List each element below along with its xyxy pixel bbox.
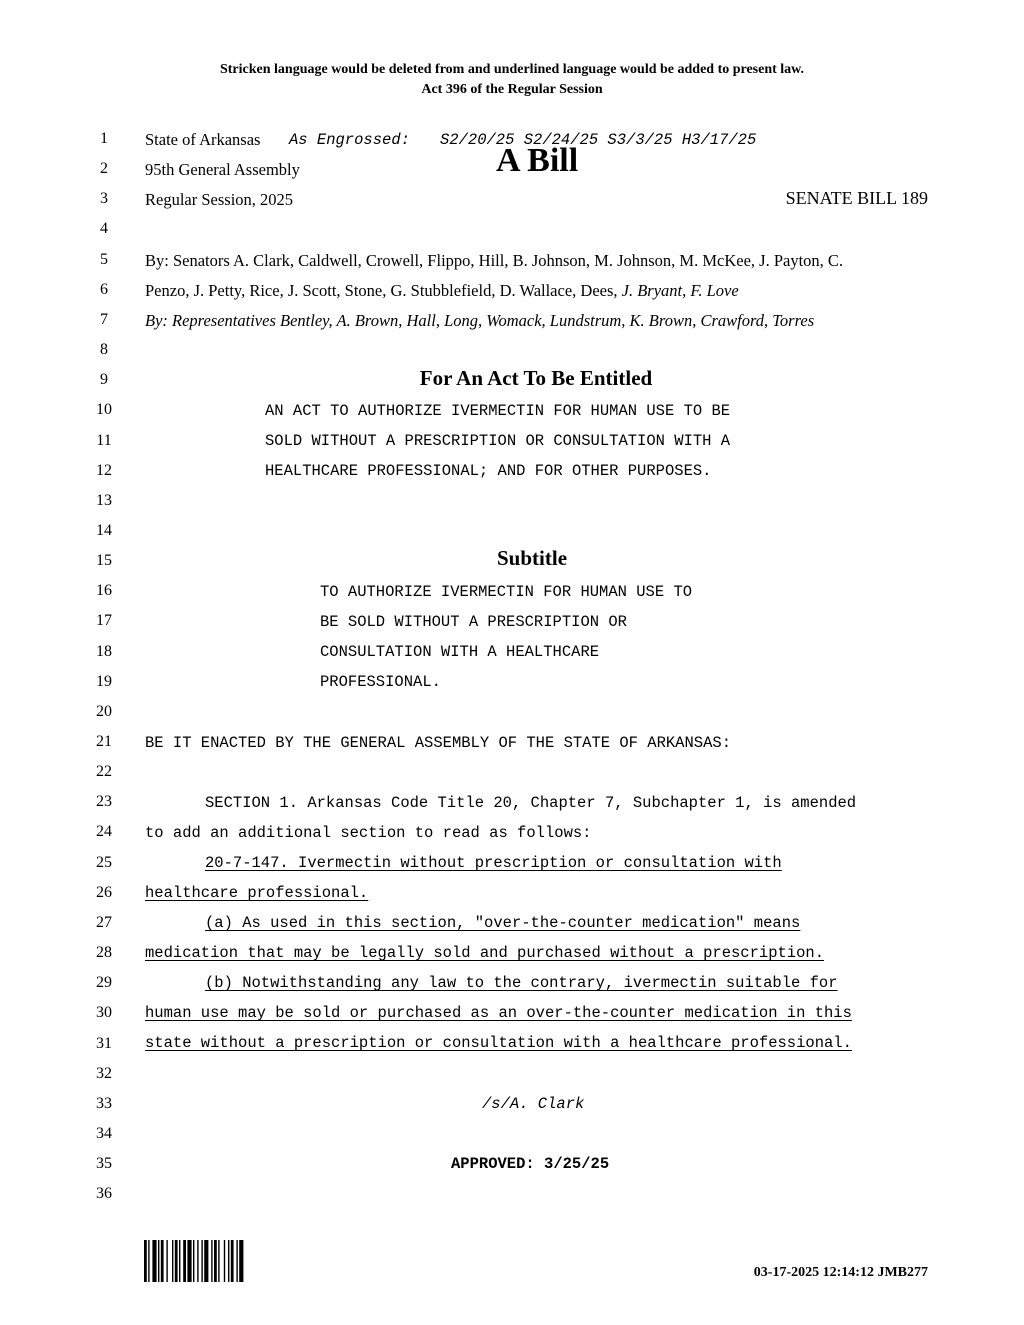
code-section-heading-continued: healthcare professional. — [145, 884, 369, 902]
engrossed-label: As Engrossed: — [289, 131, 410, 149]
house-sponsors-italic: J. Bryant, F. Love — [621, 281, 739, 300]
barcode-bar — [201, 1240, 202, 1282]
subtitle-heading: Subtitle — [497, 546, 568, 570]
barcode-bar — [148, 1240, 149, 1282]
barcode-bar — [239, 1240, 243, 1282]
line-number: 9 — [100, 371, 108, 389]
line-number: 17 — [96, 612, 112, 630]
subsection-b-continued: human use may be sold or purchased as an over-the-counter medication in this — [145, 1004, 852, 1022]
line-number: 1 — [100, 130, 108, 147]
line-number: 26 — [96, 883, 112, 901]
session: Regular Session, 2025 — [145, 190, 294, 209]
line-number: 4 — [100, 220, 108, 238]
line-number: 6 — [100, 280, 108, 298]
line-number: 11 — [96, 431, 112, 449]
barcode-bar — [204, 1240, 208, 1282]
act-number: Act 396 of the Regular Session — [421, 82, 603, 97]
code-section-heading: 20-7-147. Ivermectin without prescription or consultation with — [205, 854, 782, 872]
subtitle-line: TO AUTHORIZE IVERMECTIN FOR HUMAN USE TO — [320, 583, 693, 601]
barcode-bar — [218, 1240, 219, 1282]
barcode-bar — [144, 1240, 147, 1282]
line-number: 10 — [96, 401, 112, 419]
line-number: 24 — [96, 823, 112, 841]
barcode-bar — [166, 1240, 167, 1282]
signature: /s/A. Clark — [482, 1095, 585, 1113]
subsection-a-continued: medication that may be legally sold and purchased without a prescription. — [145, 944, 825, 962]
enacting-clause: BE IT ENACTED BY THE GENERAL ASSEMBLY OF THE STATE OF ARKANSAS: — [145, 734, 731, 752]
barcode-bar — [211, 1240, 212, 1282]
general-assembly: 95th General Assembly — [145, 160, 300, 179]
line-number: 35 — [96, 1155, 112, 1173]
subtitle-line: BE SOLD WITHOUT A PRESCRIPTION OR — [320, 613, 627, 631]
line-number: 7 — [100, 310, 108, 328]
line-number: 22 — [96, 763, 112, 781]
line-number: 32 — [96, 1064, 112, 1082]
subtitle-line: CONSULTATION WITH A HEALTHCARE — [320, 643, 600, 661]
barcode-bar — [224, 1240, 225, 1282]
doc-type-title: A Bill — [496, 142, 579, 179]
barcode-bar — [214, 1240, 217, 1282]
barcode-bar — [179, 1240, 180, 1282]
line-number: 18 — [96, 642, 112, 660]
approval-date: APPROVED: 3/25/25 — [451, 1155, 610, 1173]
line-number: 15 — [96, 552, 112, 570]
section-1-text-continued: to add an additional section to read as follows: — [145, 824, 592, 842]
subsection-b: (b) Notwithstanding any law to the contrary, ivermectin suitable for — [205, 974, 838, 992]
title-heading: For An Act To Be Entitled — [419, 366, 653, 390]
header-notice: Stricken language would be deleted from and underlined language would be added to present law. — [219, 62, 805, 77]
line-number: 16 — [96, 582, 112, 600]
line-number: 33 — [96, 1094, 112, 1112]
line-number: 8 — [100, 341, 108, 359]
subsection-a: (a) As used in this section, "over-the-counter medication" means — [205, 914, 801, 932]
barcode-bar — [236, 1240, 237, 1282]
footer-timestamp: 03-17-2025 12:14:12 JMB277 — [753, 1265, 928, 1280]
barcode-bar — [197, 1240, 198, 1282]
barcode-bar — [228, 1240, 229, 1282]
line-number: 27 — [96, 913, 112, 931]
title-line: AN ACT TO AUTHORIZE IVERMECTIN FOR HUMAN USE TO BE — [265, 402, 731, 420]
barcode — [144, 1240, 274, 1282]
barcode-bar — [161, 1240, 164, 1282]
line-number: 19 — [96, 672, 112, 690]
line-number: 14 — [96, 521, 112, 539]
barcode-bar — [183, 1240, 186, 1282]
line-number: 30 — [96, 1004, 112, 1022]
title-line: SOLD WITHOUT A PRESCRIPTION OR CONSULTATION WITH A — [265, 432, 731, 450]
senate-sponsors-roman: Penzo, J. Petty, Rice, J. Scott, Stone, G. Stubblefield, D. Wallace, Dees, — [145, 281, 622, 300]
line-number: 2 — [100, 160, 108, 178]
barcode-bar — [231, 1240, 234, 1282]
line-number: 25 — [96, 853, 112, 871]
senate-sponsors: By: Senators A. Clark, Caldwell, Crowell, Flippo, Hill, B. Johnson, M. Johnson, M. McKee, J. Payton, C. — [145, 251, 844, 270]
barcode-bar — [152, 1240, 156, 1282]
line-number: 3 — [100, 190, 108, 208]
barcode-bar — [193, 1240, 194, 1282]
bill-number: SENATE BILL 189 — [785, 188, 928, 208]
barcode-bar — [158, 1240, 159, 1282]
line-number: 23 — [96, 793, 112, 811]
line-number: 34 — [96, 1124, 112, 1142]
barcode-bar — [187, 1240, 191, 1282]
line-number: 36 — [96, 1185, 112, 1203]
line-number: 5 — [100, 250, 108, 268]
line-number: 20 — [96, 702, 112, 720]
line-number: 13 — [96, 491, 112, 509]
line-number: 29 — [96, 974, 112, 992]
section-1-text: SECTION 1. Arkansas Code Title 20, Chapter 7, Subchapter 1, is amended — [205, 794, 857, 812]
line-number: 28 — [96, 944, 112, 962]
engrossed-dates: S2/20/25 S2/24/25 S3/3/25 H3/17/25 — [440, 131, 757, 149]
line-number: 21 — [96, 733, 112, 750]
house-representatives: By: Representatives Bentley, A. Brown, Hall, Long, Womack, Lundstrum, K. Brown, Crawford, Torres — [145, 311, 815, 330]
line-number: 31 — [96, 1034, 112, 1052]
line-number: 12 — [96, 461, 112, 479]
title-line: HEALTHCARE PROFESSIONAL; AND FOR OTHER PURPOSES. — [265, 462, 712, 480]
state-name: State of Arkansas — [145, 130, 261, 149]
barcode-bar — [172, 1240, 173, 1282]
senate-sponsors-continued — [145, 281, 739, 301]
subsection-b-continued: state without a prescription or consultation with a healthcare professional. — [145, 1034, 852, 1052]
subtitle-line: PROFESSIONAL. — [320, 673, 441, 691]
barcode-bar — [175, 1240, 178, 1282]
